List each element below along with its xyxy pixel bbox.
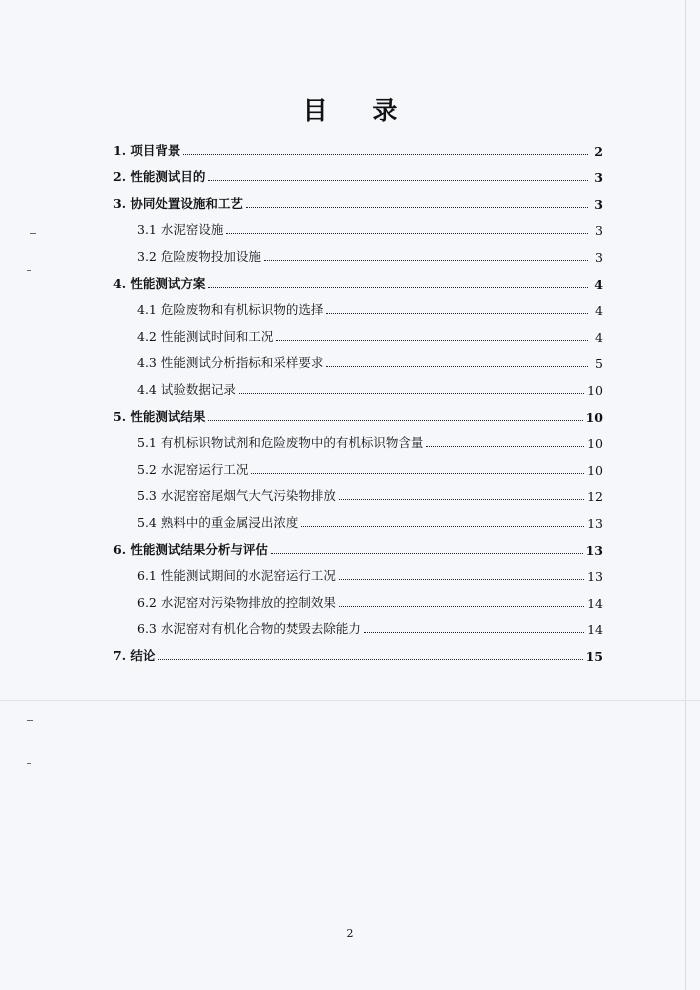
toc-dot-leader xyxy=(426,445,584,447)
toc-entry-label: 6. 性能测试结果分析与评估 xyxy=(113,541,268,557)
toc-dot-leader xyxy=(239,392,584,394)
toc-dot-leader xyxy=(208,179,588,181)
toc-entry[interactable] xyxy=(113,425,603,452)
toc-entry[interactable] xyxy=(113,531,603,558)
toc-entry[interactable] xyxy=(113,451,603,478)
toc-entry[interactable] xyxy=(113,318,603,345)
toc-entry[interactable] xyxy=(113,398,603,425)
scan-mark xyxy=(27,720,33,721)
toc-dot-leader xyxy=(326,365,588,367)
toc-entry-page: 13 xyxy=(587,569,603,585)
toc-entry-page: 12 xyxy=(587,489,603,505)
toc-dot-leader xyxy=(339,578,584,580)
toc-entry-page: 13 xyxy=(585,542,603,558)
toc-entry-page: 13 xyxy=(587,515,603,531)
toc-entry[interactable] xyxy=(113,292,603,319)
toc-entry-label: 6.2 水泥窑对污染物排放的控制效果 xyxy=(137,594,336,610)
table-of-contents xyxy=(113,132,603,664)
toc-entry-page: 14 xyxy=(587,595,603,611)
toc-dot-leader xyxy=(183,153,588,155)
toc-entry-page: 5 xyxy=(595,356,603,372)
toc-entry-label: 5.3 水泥窑窑尾烟气大气污染物排放 xyxy=(137,488,336,504)
toc-entry-label: 4.2 性能测试时间和工况 xyxy=(137,328,274,344)
toc-entry-page: 14 xyxy=(587,622,603,638)
toc-entry[interactable] xyxy=(113,478,603,505)
toc-entry-page: 2 xyxy=(594,143,603,159)
toc-entry[interactable] xyxy=(113,265,603,292)
toc-entry[interactable] xyxy=(113,558,603,585)
toc-entry[interactable] xyxy=(113,345,603,372)
toc-dot-leader xyxy=(208,286,588,288)
toc-entry-page: 4 xyxy=(595,303,603,319)
toc-entry[interactable] xyxy=(113,238,603,265)
toc-entry[interactable] xyxy=(113,185,603,212)
toc-entry-page: 10 xyxy=(585,409,603,425)
toc-entry-page: 10 xyxy=(587,436,603,452)
fold-line xyxy=(0,700,700,701)
toc-entry-label: 4.3 性能测试分析指标和采样要求 xyxy=(137,355,324,371)
toc-entry-page: 15 xyxy=(585,648,603,664)
toc-entry-page: 10 xyxy=(587,462,603,478)
toc-dot-leader xyxy=(208,419,582,421)
toc-entry-page: 4 xyxy=(594,276,603,292)
toc-entry-label: 5. 性能测试结果 xyxy=(113,408,206,424)
toc-entry[interactable] xyxy=(113,132,603,159)
toc-entry-label: 3. 协同处置设施和工艺 xyxy=(113,195,243,211)
toc-dot-leader xyxy=(339,605,584,607)
scan-mark xyxy=(27,270,31,271)
toc-entry-page: 4 xyxy=(595,329,603,345)
toc-entry-label: 7. 结论 xyxy=(113,647,156,663)
toc-entry-page: 10 xyxy=(587,382,603,398)
toc-dot-leader xyxy=(301,525,584,527)
toc-entry-label: 6.3 水泥窑对有机化合物的焚毁去除能力 xyxy=(137,621,361,637)
toc-dot-leader xyxy=(158,658,582,660)
toc-entry-label: 5.2 水泥窑运行工况 xyxy=(137,461,249,477)
toc-entry-page: 3 xyxy=(595,223,603,239)
toc-entry-label: 2. 性能测试目的 xyxy=(113,169,206,185)
toc-entry[interactable] xyxy=(113,504,603,531)
toc-entry-page: 3 xyxy=(594,196,603,212)
scan-edge-line xyxy=(685,0,686,990)
scan-mark xyxy=(30,233,36,234)
toc-entry-label: 6.1 性能测试期间的水泥窑运行工况 xyxy=(137,568,336,584)
page-title: 目 录 xyxy=(302,96,416,125)
toc-dot-leader xyxy=(326,312,588,314)
toc-entry-label: 4. 性能测试方案 xyxy=(113,275,206,291)
toc-dot-leader xyxy=(271,552,583,554)
toc-dot-leader xyxy=(276,339,588,341)
toc-dot-leader xyxy=(251,472,584,474)
toc-entry-label: 5.1 有机标识物试剂和危险废物中的有机标识物含量 xyxy=(137,435,424,451)
toc-dot-leader xyxy=(246,206,588,208)
toc-entry-page: 3 xyxy=(594,170,603,186)
toc-entry-label: 5.4 熟料中的重金属浸出浓度 xyxy=(137,514,299,530)
toc-entry-label: 3.2 危险废物投加设施 xyxy=(137,248,261,264)
toc-entry[interactable] xyxy=(113,159,603,186)
toc-entry-label: 4.1 危险废物和有机标识物的选择 xyxy=(137,302,324,318)
toc-entry[interactable] xyxy=(113,212,603,239)
toc-dot-leader xyxy=(226,232,588,234)
toc-entry[interactable] xyxy=(113,371,603,398)
toc-entry-label: 1. 项目背景 xyxy=(113,142,181,158)
toc-entry[interactable] xyxy=(113,611,603,638)
toc-entry-label: 3.1 水泥窑设施 xyxy=(137,222,224,238)
toc-dot-leader xyxy=(364,631,584,633)
scan-mark xyxy=(27,763,31,764)
toc-dot-leader xyxy=(264,259,588,261)
toc-dot-leader xyxy=(339,498,584,500)
toc-entry-page: 3 xyxy=(595,249,603,265)
page-number: 2 xyxy=(346,927,354,940)
toc-entry[interactable] xyxy=(113,637,603,664)
toc-entry-label: 4.4 试验数据记录 xyxy=(137,381,236,397)
toc-entry[interactable] xyxy=(113,584,603,611)
